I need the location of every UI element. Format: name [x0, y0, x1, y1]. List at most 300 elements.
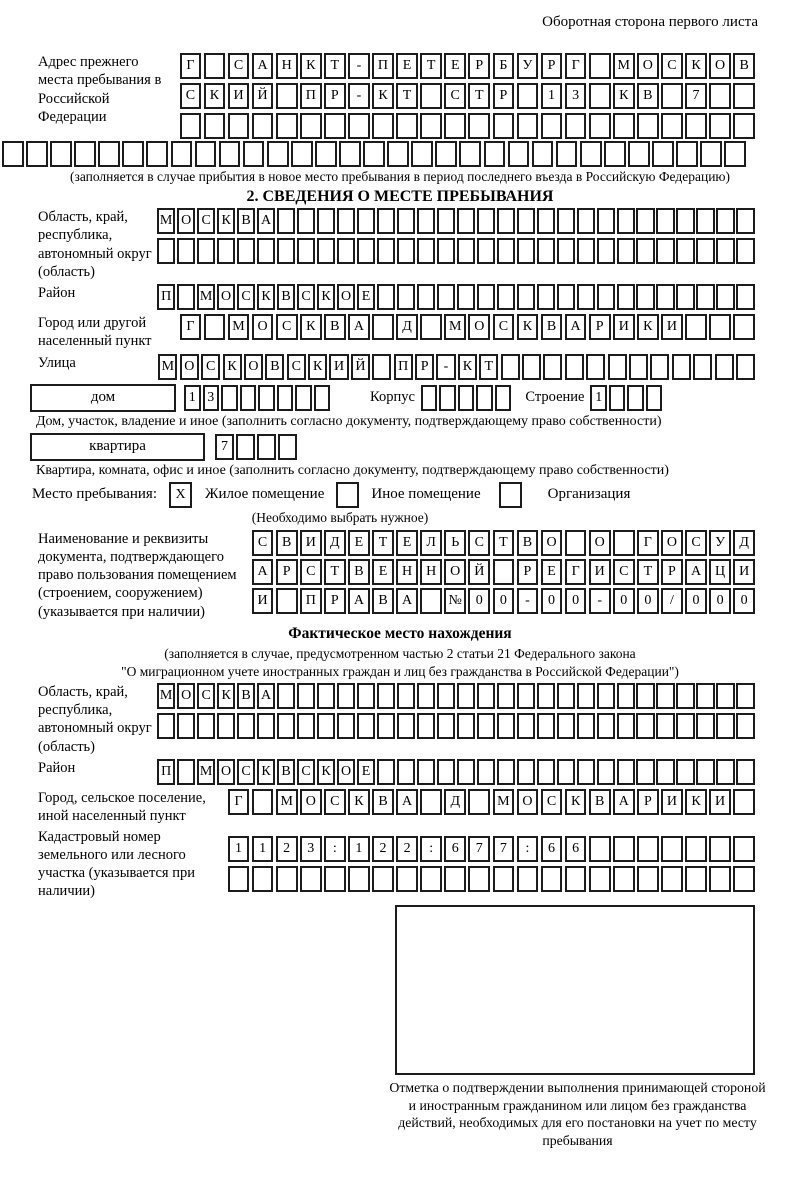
char-box[interactable]: С [297, 759, 316, 785]
char-box[interactable]: Т [396, 83, 418, 109]
char-box[interactable]: К [204, 83, 226, 109]
char-box[interactable]: Б [493, 53, 515, 79]
char-box[interactable] [240, 385, 257, 411]
char-box[interactable] [543, 354, 562, 380]
char-box[interactable]: - [348, 53, 370, 79]
char-box[interactable] [716, 713, 735, 739]
char-box[interactable]: С [237, 759, 256, 785]
char-box[interactable] [484, 141, 506, 167]
char-box[interactable]: А [252, 53, 274, 79]
char-box[interactable]: А [348, 588, 370, 614]
char-box[interactable]: 2 [276, 836, 298, 862]
char-box[interactable] [661, 83, 683, 109]
char-box[interactable] [696, 683, 715, 709]
char-box[interactable] [457, 238, 476, 264]
char-box[interactable] [146, 141, 168, 167]
char-box[interactable] [437, 759, 456, 785]
char-box[interactable]: Й [468, 559, 490, 585]
char-box[interactable]: С [276, 314, 298, 340]
char-box[interactable] [617, 284, 636, 310]
char-box[interactable] [609, 385, 626, 411]
char-box[interactable]: К [565, 789, 587, 815]
char-box[interactable]: Е [357, 759, 376, 785]
char-box[interactable]: О [217, 284, 236, 310]
char-box[interactable]: 6 [541, 836, 563, 862]
char-box[interactable] [180, 113, 202, 139]
char-box[interactable]: Е [541, 559, 563, 585]
char-box[interactable] [508, 141, 530, 167]
char-box[interactable] [337, 208, 356, 234]
char-box[interactable]: О [180, 354, 199, 380]
char-box[interactable] [50, 141, 72, 167]
char-box[interactable] [297, 238, 316, 264]
char-box[interactable] [656, 713, 675, 739]
char-box[interactable] [276, 83, 298, 109]
char-box[interactable]: С [541, 789, 563, 815]
char-box[interactable]: О [252, 314, 274, 340]
char-box[interactable]: В [277, 284, 296, 310]
char-box[interactable]: Е [372, 559, 394, 585]
char-box[interactable] [258, 385, 275, 411]
char-box[interactable]: И [589, 559, 611, 585]
char-box[interactable]: У [709, 530, 731, 556]
char-box[interactable] [420, 789, 442, 815]
char-box[interactable]: Р [324, 83, 346, 109]
char-box[interactable] [589, 866, 611, 892]
char-box[interactable] [420, 83, 442, 109]
char-box[interactable]: 7 [685, 83, 707, 109]
char-box[interactable]: А [252, 559, 274, 585]
char-box[interactable]: 3 [203, 385, 220, 411]
char-box[interactable]: С [661, 53, 683, 79]
char-box[interactable] [700, 141, 722, 167]
char-box[interactable] [267, 141, 289, 167]
char-box[interactable] [709, 836, 731, 862]
char-box[interactable] [257, 713, 276, 739]
char-box[interactable]: Р [493, 83, 515, 109]
char-box[interactable]: 3 [565, 83, 587, 109]
char-box[interactable] [337, 713, 356, 739]
char-box[interactable]: Т [372, 530, 394, 556]
char-box[interactable]: С [201, 354, 220, 380]
char-box[interactable]: 0 [565, 588, 587, 614]
char-box[interactable] [417, 683, 436, 709]
char-box[interactable]: В [637, 83, 659, 109]
char-box[interactable] [637, 836, 659, 862]
char-box[interactable] [661, 836, 683, 862]
char-box[interactable]: В [589, 789, 611, 815]
char-box[interactable] [597, 713, 616, 739]
char-box[interactable]: К [517, 314, 539, 340]
char-box[interactable] [597, 238, 616, 264]
char-box[interactable]: И [733, 559, 755, 585]
char-box[interactable]: О [709, 53, 731, 79]
char-box[interactable] [537, 683, 556, 709]
char-box[interactable] [661, 113, 683, 139]
char-box[interactable]: Н [396, 559, 418, 585]
char-box[interactable] [685, 113, 707, 139]
char-box[interactable] [444, 866, 466, 892]
char-box[interactable]: П [394, 354, 413, 380]
char-box[interactable]: Т [637, 559, 659, 585]
char-box[interactable]: - [517, 588, 539, 614]
char-box[interactable] [476, 385, 493, 411]
char-box[interactable]: Т [479, 354, 498, 380]
char-box[interactable] [696, 713, 715, 739]
char-box[interactable] [577, 238, 596, 264]
char-box[interactable] [357, 683, 376, 709]
char-box[interactable] [277, 713, 296, 739]
char-box[interactable] [477, 713, 496, 739]
char-box[interactable]: 6 [444, 836, 466, 862]
checkbox-organization[interactable] [499, 482, 522, 508]
char-box[interactable] [716, 759, 735, 785]
char-box[interactable]: К [217, 683, 236, 709]
char-box[interactable] [577, 208, 596, 234]
char-box[interactable] [589, 83, 611, 109]
char-box[interactable]: М [276, 789, 298, 815]
char-box[interactable] [497, 713, 516, 739]
char-box[interactable] [532, 141, 554, 167]
char-box[interactable] [493, 559, 515, 585]
char-box[interactable]: О [337, 284, 356, 310]
char-box[interactable] [437, 208, 456, 234]
char-box[interactable]: С [297, 284, 316, 310]
char-box[interactable] [650, 354, 669, 380]
char-box[interactable]: 0 [709, 588, 731, 614]
char-box[interactable] [597, 284, 616, 310]
char-box[interactable]: Й [252, 83, 274, 109]
char-box[interactable] [177, 284, 196, 310]
char-box[interactable] [557, 759, 576, 785]
char-box[interactable] [661, 866, 683, 892]
char-box[interactable] [204, 113, 226, 139]
char-box[interactable]: Т [468, 83, 490, 109]
char-box[interactable]: А [396, 789, 418, 815]
char-box[interactable] [228, 866, 250, 892]
char-box[interactable] [277, 683, 296, 709]
char-box[interactable]: М [493, 789, 515, 815]
char-box[interactable]: М [613, 53, 635, 79]
char-box[interactable] [517, 113, 539, 139]
char-box[interactable] [421, 385, 438, 411]
char-box[interactable] [243, 141, 265, 167]
char-box[interactable] [177, 759, 196, 785]
char-box[interactable] [676, 208, 695, 234]
char-box[interactable] [357, 238, 376, 264]
char-box[interactable] [637, 113, 659, 139]
char-box[interactable]: К [300, 53, 322, 79]
char-box[interactable]: - [589, 588, 611, 614]
char-box[interactable] [377, 759, 396, 785]
char-box[interactable] [348, 866, 370, 892]
char-box[interactable] [696, 759, 715, 785]
char-box[interactable] [636, 284, 655, 310]
char-box[interactable]: Д [396, 314, 418, 340]
char-box[interactable] [277, 238, 296, 264]
char-box[interactable] [557, 238, 576, 264]
char-box[interactable]: Д [733, 530, 755, 556]
char-box[interactable]: 0 [685, 588, 707, 614]
char-box[interactable] [497, 284, 516, 310]
char-box[interactable] [204, 53, 226, 79]
char-box[interactable] [557, 683, 576, 709]
char-box[interactable] [656, 759, 675, 785]
char-box[interactable] [716, 208, 735, 234]
char-box[interactable] [696, 284, 715, 310]
char-box[interactable] [397, 683, 416, 709]
char-box[interactable] [617, 713, 636, 739]
char-box[interactable] [437, 238, 456, 264]
char-box[interactable] [541, 113, 563, 139]
char-box[interactable]: О [217, 759, 236, 785]
char-box[interactable]: О [541, 530, 563, 556]
char-box[interactable] [617, 759, 636, 785]
char-box[interactable] [676, 713, 695, 739]
char-box[interactable] [636, 713, 655, 739]
char-box[interactable]: 1 [590, 385, 607, 411]
char-box[interactable] [736, 683, 755, 709]
char-box[interactable] [197, 713, 216, 739]
char-box[interactable]: М [444, 314, 466, 340]
char-box[interactable]: С [180, 83, 202, 109]
char-box[interactable]: О [468, 314, 490, 340]
char-box[interactable]: С [493, 314, 515, 340]
char-box[interactable] [629, 354, 648, 380]
char-box[interactable] [676, 683, 695, 709]
char-box[interactable]: 1 [252, 836, 274, 862]
char-box[interactable] [420, 588, 442, 614]
char-box[interactable] [300, 866, 322, 892]
char-box[interactable]: 0 [637, 588, 659, 614]
char-box[interactable] [396, 113, 418, 139]
char-box[interactable] [417, 759, 436, 785]
char-box[interactable] [252, 866, 274, 892]
char-box[interactable]: Р [541, 53, 563, 79]
char-box[interactable]: Е [396, 53, 418, 79]
char-box[interactable] [457, 683, 476, 709]
char-box[interactable] [497, 759, 516, 785]
char-box[interactable]: Л [420, 530, 442, 556]
char-box[interactable] [716, 238, 735, 264]
char-box[interactable] [636, 208, 655, 234]
char-box[interactable]: О [589, 530, 611, 556]
char-box[interactable]: П [157, 284, 176, 310]
char-box[interactable]: О [300, 789, 322, 815]
char-box[interactable] [656, 238, 675, 264]
char-box[interactable] [537, 238, 556, 264]
char-box[interactable] [613, 866, 635, 892]
char-box[interactable]: С [252, 530, 274, 556]
char-box[interactable] [397, 713, 416, 739]
char-box[interactable]: П [372, 53, 394, 79]
char-box[interactable] [277, 385, 294, 411]
char-box[interactable] [497, 683, 516, 709]
char-box[interactable] [733, 836, 755, 862]
char-box[interactable] [685, 836, 707, 862]
char-box[interactable]: 3 [300, 836, 322, 862]
char-box[interactable]: Н [420, 559, 442, 585]
char-box[interactable]: А [348, 314, 370, 340]
char-box[interactable] [122, 141, 144, 167]
char-box[interactable]: М [197, 284, 216, 310]
char-box[interactable]: У [517, 53, 539, 79]
char-box[interactable] [565, 354, 584, 380]
char-box[interactable]: А [396, 588, 418, 614]
char-box[interactable]: Р [468, 53, 490, 79]
char-box[interactable] [417, 208, 436, 234]
char-box[interactable] [468, 113, 490, 139]
char-box[interactable] [204, 314, 226, 340]
char-box[interactable]: Т [493, 530, 515, 556]
char-box[interactable] [195, 141, 217, 167]
char-box[interactable] [197, 238, 216, 264]
char-box[interactable] [577, 713, 596, 739]
char-box[interactable] [171, 141, 193, 167]
char-box[interactable]: / [661, 588, 683, 614]
char-box[interactable] [495, 385, 512, 411]
char-box[interactable]: С [685, 530, 707, 556]
char-box[interactable] [372, 113, 394, 139]
char-box[interactable] [297, 713, 316, 739]
char-box[interactable]: Г [180, 53, 202, 79]
char-box[interactable] [597, 208, 616, 234]
char-box[interactable] [646, 385, 663, 411]
char-box[interactable]: И [228, 83, 250, 109]
char-box[interactable] [685, 866, 707, 892]
char-box[interactable] [709, 314, 731, 340]
char-box[interactable] [377, 713, 396, 739]
char-box[interactable] [458, 385, 475, 411]
char-box[interactable] [656, 208, 675, 234]
char-box[interactable]: С [613, 559, 635, 585]
char-box[interactable] [517, 208, 536, 234]
char-box[interactable] [339, 141, 361, 167]
char-box[interactable]: П [300, 83, 322, 109]
char-box[interactable]: Т [420, 53, 442, 79]
char-box[interactable]: 1 [348, 836, 370, 862]
char-box[interactable] [517, 83, 539, 109]
char-box[interactable]: - [436, 354, 455, 380]
char-box[interactable] [636, 683, 655, 709]
char-box[interactable] [377, 284, 396, 310]
char-box[interactable] [177, 238, 196, 264]
char-box[interactable] [617, 208, 636, 234]
char-box[interactable]: Г [565, 559, 587, 585]
char-box[interactable] [457, 284, 476, 310]
char-box[interactable] [577, 759, 596, 785]
char-box[interactable]: М [228, 314, 250, 340]
char-box[interactable]: : [324, 836, 346, 862]
char-box[interactable] [577, 284, 596, 310]
char-box[interactable] [537, 284, 556, 310]
char-box[interactable] [98, 141, 120, 167]
char-box[interactable]: И [661, 314, 683, 340]
char-box[interactable] [597, 759, 616, 785]
char-box[interactable] [477, 208, 496, 234]
char-box[interactable]: 7 [468, 836, 490, 862]
char-box[interactable] [617, 238, 636, 264]
char-box[interactable] [627, 385, 644, 411]
char-box[interactable] [457, 713, 476, 739]
char-box[interactable] [497, 208, 516, 234]
char-box[interactable] [733, 866, 755, 892]
char-box[interactable] [736, 208, 755, 234]
char-box[interactable] [2, 141, 24, 167]
char-box[interactable] [733, 83, 755, 109]
char-box[interactable] [517, 759, 536, 785]
char-box[interactable]: С [197, 683, 216, 709]
char-box[interactable] [437, 683, 456, 709]
char-box[interactable]: В [541, 314, 563, 340]
char-box[interactable] [517, 683, 536, 709]
char-box[interactable] [277, 208, 296, 234]
char-box[interactable] [685, 314, 707, 340]
char-box[interactable] [397, 208, 416, 234]
char-box[interactable] [411, 141, 433, 167]
char-box[interactable] [565, 866, 587, 892]
char-box[interactable]: А [257, 683, 276, 709]
char-box[interactable]: М [157, 208, 176, 234]
char-box[interactable] [565, 113, 587, 139]
char-box[interactable] [517, 238, 536, 264]
char-box[interactable]: В [372, 588, 394, 614]
char-box[interactable]: Г [637, 530, 659, 556]
char-box[interactable]: А [685, 559, 707, 585]
char-box[interactable] [257, 434, 276, 460]
char-box[interactable]: И [300, 530, 322, 556]
char-box[interactable] [295, 385, 312, 411]
char-box[interactable] [709, 113, 731, 139]
char-box[interactable]: К [348, 789, 370, 815]
char-box[interactable]: 0 [541, 588, 563, 614]
char-box[interactable] [586, 354, 605, 380]
char-box[interactable] [397, 759, 416, 785]
char-box[interactable]: О [177, 683, 196, 709]
char-box[interactable] [228, 113, 250, 139]
char-box[interactable] [733, 113, 755, 139]
char-box[interactable] [315, 141, 337, 167]
char-box[interactable]: П [157, 759, 176, 785]
char-box[interactable]: А [257, 208, 276, 234]
char-box[interactable] [736, 284, 755, 310]
char-box[interactable] [589, 53, 611, 79]
char-box[interactable]: К [317, 759, 336, 785]
char-box[interactable] [237, 238, 256, 264]
char-box[interactable]: 2 [396, 836, 418, 862]
char-box[interactable] [736, 354, 755, 380]
char-box[interactable] [709, 83, 731, 109]
char-box[interactable]: И [329, 354, 348, 380]
char-box[interactable]: Е [348, 530, 370, 556]
char-box[interactable]: Ь [444, 530, 466, 556]
char-box[interactable] [435, 141, 457, 167]
char-box[interactable]: Г [228, 789, 250, 815]
char-box[interactable] [276, 113, 298, 139]
char-box[interactable] [437, 284, 456, 310]
char-box[interactable] [736, 713, 755, 739]
char-box[interactable] [363, 141, 385, 167]
char-box[interactable] [497, 238, 516, 264]
char-box[interactable] [724, 141, 746, 167]
char-box[interactable] [637, 866, 659, 892]
char-box[interactable] [457, 208, 476, 234]
char-box[interactable]: Р [517, 559, 539, 585]
char-box[interactable]: В [372, 789, 394, 815]
char-box[interactable] [217, 713, 236, 739]
char-box[interactable] [716, 683, 735, 709]
char-box[interactable] [517, 284, 536, 310]
